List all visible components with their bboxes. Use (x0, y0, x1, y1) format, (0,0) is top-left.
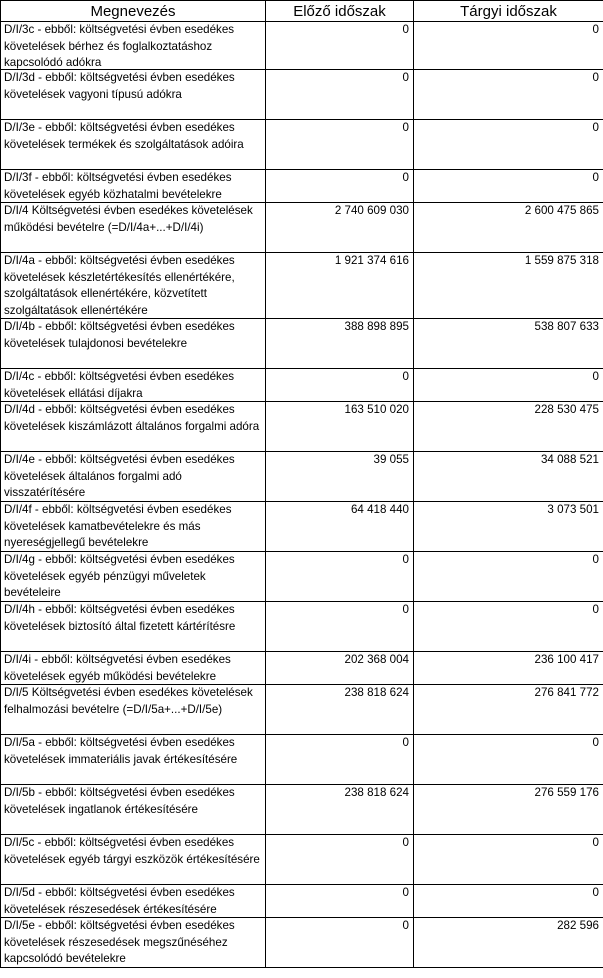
row-previous-value: 2 740 609 030 (334, 204, 409, 217)
table-row (1, 402, 603, 452)
row-previous-value: 0 (402, 886, 409, 899)
row-current-value: 0 (592, 370, 599, 383)
row-current-value: 276 559 176 (534, 786, 599, 799)
row-name-cell: D/I/4d - ebből: költségvetési évben esedékes követelések kiszámlázott általános forgalmi adóra (4, 403, 260, 433)
row-previous-value: 0 (402, 121, 409, 134)
row-previous-value: 64 418 440 (350, 503, 409, 516)
row-previous-value: 0 (402, 171, 409, 184)
row-name-cell: D/I/4a - ebből: költségvetési évben esedékes követelések készletértékesítés ellenértékére, szolgáltatások ellenértékére, közvetített szolgáltatások ellenértékére (4, 254, 235, 317)
row-name-cell: D/I/5d - ebből: költségvetési évben esedékes követelések részesedések értékesítésére (4, 886, 235, 916)
table-row (1, 369, 603, 402)
row-current-value: 2 600 475 865 (524, 204, 599, 217)
row-name-cell: D/I/4b - ebből: költségvetési évben esedékes követelések tulajdonosi bevételekre (4, 320, 235, 350)
row-current-value: 0 (592, 23, 599, 36)
row-previous-value: 202 368 004 (344, 653, 409, 666)
row-name-cell: D/I/4 Költségvetési évben esedékes követelések működési bevételre (=D/I/4a+...+D/I/4i) (4, 204, 253, 234)
table-row (1, 22, 603, 70)
row-name-cell: D/I/5b - ebből: költségvetési évben esedékes követelések ingatlanok értékesítésére (4, 786, 235, 816)
row-previous-value: 0 (402, 553, 409, 566)
row-name-cell: D/I/3c - ebből: költségvetési évben esedékes követelések bérhez és foglalkoztatáshoz kapcsolódó adókra (4, 23, 235, 69)
header-current-period: Tárgyi időszak (414, 1, 603, 22)
row-name-cell: D/I/4h - ebből: költségvetési évben esedékes követelések biztosító által fizetett kártérítésre (4, 603, 236, 633)
header-previous-period: Előző időszak (266, 1, 414, 22)
row-previous-value: 0 (402, 919, 409, 932)
table-header-row (1, 1, 603, 22)
header-name: Megnevezés (1, 1, 266, 22)
row-name-cell: D/I/4i - ebből: költségvetési évben esedékes követelések egyéb működési bevételekre (4, 653, 231, 683)
row-previous-value: 238 818 624 (344, 786, 409, 799)
row-name-cell: D/I/4c - ebből: költségvetési évben esedékes követelések ellátási díjakra (4, 370, 235, 400)
row-name-cell: D/I/5c - ebből: költségvetési évben esedékes követelések egyéb tárgyi eszközök értékesítésére (4, 836, 260, 866)
table-row (1, 70, 603, 120)
table-row (1, 170, 603, 203)
row-previous-value: 0 (402, 71, 409, 84)
row-current-value: 0 (592, 886, 599, 899)
row-name-cell: D/I/3e - ebből: költségvetési évben esedékes követelések termékek és szolgáltatások adóira (4, 121, 244, 151)
row-current-value: 0 (592, 736, 599, 749)
table-row (1, 685, 603, 735)
row-current-value: 0 (592, 121, 599, 134)
row-current-value: 0 (592, 603, 599, 616)
table-row (1, 785, 603, 835)
row-current-value: 3 073 501 (547, 503, 599, 516)
table-row (1, 253, 603, 319)
table-row (1, 452, 603, 502)
table-row (1, 885, 603, 918)
table-row (1, 552, 603, 602)
row-previous-value: 163 510 020 (344, 403, 409, 416)
table-body (1, 22, 603, 968)
table-row (1, 602, 603, 652)
table-row (1, 835, 603, 885)
row-current-value: 1 559 875 318 (524, 254, 599, 267)
row-name-cell: D/I/4g - ebből: költségvetési évben esedékes követelések egyéb pénzügyi műveletek bevételeire (4, 553, 235, 599)
row-previous-value: 388 898 895 (344, 320, 409, 333)
row-current-value: 276 841 772 (534, 686, 599, 699)
row-name-cell: D/I/3f - ebből: költségvetési évben esedékes követelések egyéb közhatalmi bevételekre (4, 171, 232, 201)
row-previous-value: 1 921 374 616 (334, 254, 409, 267)
table-row (1, 203, 603, 253)
row-name-cell: D/I/5e - ebből: költségvetési évben esedékes követelések részesedések megszűnéséhez kapcsolódó bevételekre (4, 919, 235, 965)
row-current-value: 0 (592, 171, 599, 184)
table-row (1, 319, 603, 369)
row-previous-value: 238 818 624 (344, 686, 409, 699)
row-current-value: 538 807 633 (534, 320, 599, 333)
row-previous-value: 0 (402, 370, 409, 383)
row-current-value: 282 596 (557, 919, 599, 932)
table-row (1, 918, 603, 968)
row-current-value: 236 100 417 (534, 653, 599, 666)
row-current-value: 0 (592, 71, 599, 84)
table-row (1, 502, 603, 552)
row-current-value: 0 (592, 553, 599, 566)
row-previous-value: 0 (402, 603, 409, 616)
row-previous-value: 0 (402, 836, 409, 849)
table-row (1, 120, 603, 170)
row-current-value: 34 088 521 (540, 453, 599, 466)
row-previous-value: 39 055 (373, 453, 409, 466)
table-row (1, 652, 603, 685)
row-name-cell: D/I/5 Költségvetési évben esedékes követelések felhalmozási bevételre (=D/I/5a+...+D/I/5e) (4, 686, 253, 716)
row-name-cell: D/I/4f - ebből: költségvetési évben esedékes követelések kamatbevételekre és más nyereségjellegű bevételekre (4, 503, 232, 549)
row-previous-value: 0 (402, 23, 409, 36)
row-current-value: 228 530 475 (534, 403, 599, 416)
row-name-cell: D/I/5a - ebből: költségvetési évben esedékes követelések immateriális javak értékesítésére (4, 736, 238, 766)
table-row (1, 735, 603, 785)
row-name-cell: D/I/4e - ebből: költségvetési évben esedékes követelések általános forgalmi adó visszatérítésére (4, 453, 235, 499)
row-current-value: 0 (592, 836, 599, 849)
row-previous-value: 0 (402, 736, 409, 749)
row-name-cell: D/I/3d - ebből: költségvetési évben esedékes követelések vagyoni típusú adókra (4, 71, 235, 101)
